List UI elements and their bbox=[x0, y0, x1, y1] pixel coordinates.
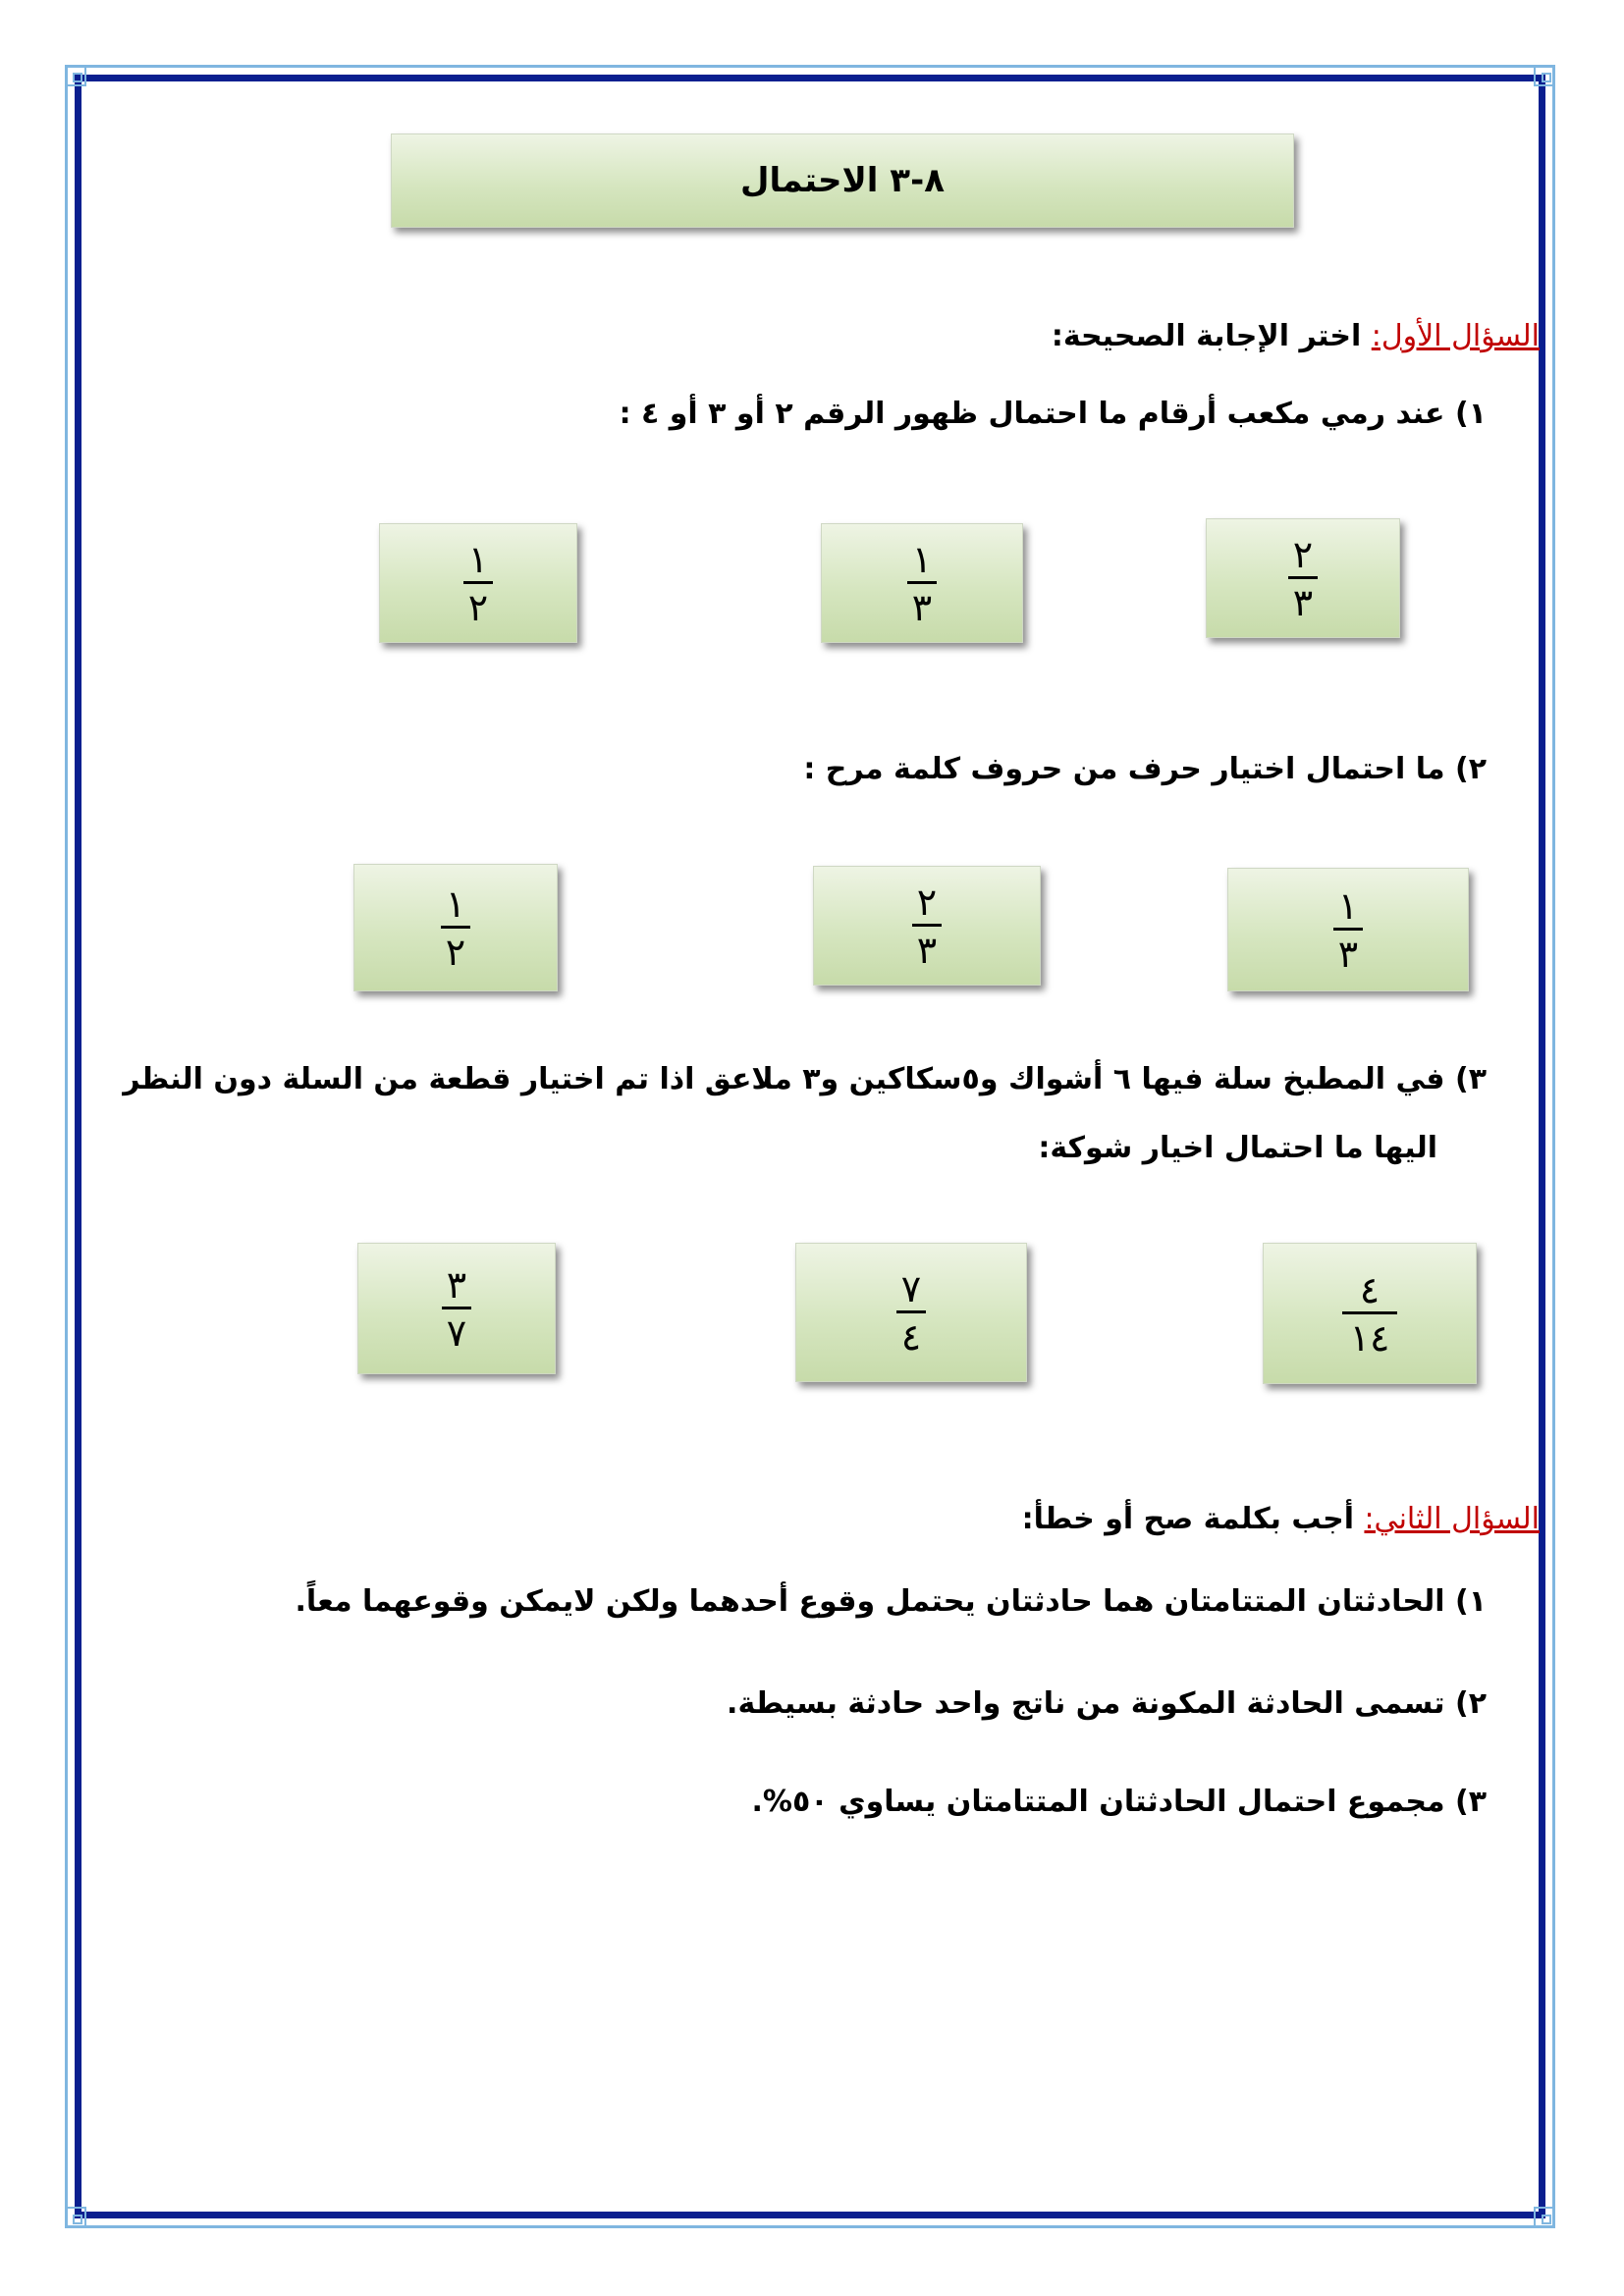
answer-option[interactable] bbox=[357, 1243, 556, 1374]
fraction-bar bbox=[1342, 1311, 1397, 1314]
corner-ornament bbox=[1534, 2207, 1555, 2228]
q1-label: السؤال الأول: bbox=[1371, 319, 1540, 353]
fraction-bar bbox=[912, 924, 942, 927]
answer-option[interactable] bbox=[379, 523, 577, 643]
title-box bbox=[391, 133, 1294, 228]
fraction-numerator: ٢ bbox=[916, 880, 938, 924]
fraction-numerator: ١ bbox=[467, 537, 489, 581]
q2-heading bbox=[1022, 1502, 1540, 1536]
fraction-bar bbox=[1333, 928, 1363, 931]
fraction-denominator: ٢ bbox=[445, 930, 466, 974]
fraction-numerator: ٢ bbox=[1292, 532, 1314, 576]
fraction-denominator: ١٤ bbox=[1349, 1315, 1390, 1360]
q2-instruction: أجب بكلمة صح أو خطأ: bbox=[1021, 1502, 1365, 1536]
q1-instruction: اختر الإجابة الصحيحة: bbox=[1051, 319, 1372, 353]
corner-ornament bbox=[65, 2207, 86, 2228]
fraction-numerator: ١ bbox=[445, 881, 466, 926]
fraction-numerator: ٤ bbox=[1359, 1267, 1380, 1311]
page-title: ٨-٣ الاحتمال bbox=[740, 161, 945, 200]
fraction-denominator: ٤ bbox=[900, 1314, 922, 1359]
answer-option[interactable] bbox=[1227, 868, 1469, 991]
fraction-bar bbox=[896, 1310, 926, 1313]
q2-label: السؤال الثاني: bbox=[1364, 1502, 1540, 1536]
fraction-numerator: ٣ bbox=[446, 1262, 467, 1307]
answer-option[interactable] bbox=[813, 866, 1041, 986]
fraction-bar bbox=[1288, 576, 1318, 579]
q1-item-2-text: ٢) ما احتمال اختيار حرف من حروف كلمة مرح : bbox=[803, 752, 1487, 786]
answer-option[interactable] bbox=[1206, 518, 1400, 638]
q1-heading bbox=[1052, 319, 1540, 353]
q1-item-1-text: ١) عند رمي مكعب أرقام ما احتمال ظهور الرقم ٢ أو ٣ أو ٤ : bbox=[619, 397, 1487, 431]
fraction-denominator: ٧ bbox=[446, 1310, 467, 1355]
fraction-bar bbox=[441, 926, 470, 929]
fraction-numerator: ٧ bbox=[900, 1266, 922, 1310]
fraction-numerator: ١ bbox=[911, 537, 933, 581]
q2-item-2: ٢) تسمى الحادثة المكونة من ناتج واحد حادثة بسيطة. bbox=[727, 1686, 1487, 1721]
fraction-denominator: ٣ bbox=[911, 585, 933, 629]
fraction-denominator: ٣ bbox=[1292, 580, 1314, 624]
q1-item-3-text-line1: ٣) في المطبخ سلة فيها ٦ أشواك و٥سكاكين و٣ ملاعق اذا تم اختيار قطعة من السلة دون النظر bbox=[123, 1062, 1487, 1096]
fraction-denominator: ٣ bbox=[916, 928, 938, 972]
q1-item-3-text-line2: اليها ما احتمال اخيار شوكة: bbox=[1038, 1131, 1437, 1165]
q2-item-3: ٣) مجموع احتمال الحادثتان المتتامتان يساوي ٥٠%. bbox=[751, 1785, 1487, 1819]
fraction-numerator: ١ bbox=[1337, 883, 1359, 928]
fraction-bar bbox=[463, 581, 493, 584]
answer-option[interactable] bbox=[821, 523, 1023, 643]
fraction-bar bbox=[907, 581, 937, 584]
corner-ornament bbox=[1534, 65, 1555, 86]
fraction-denominator: ٣ bbox=[1337, 932, 1359, 976]
answer-option[interactable] bbox=[353, 864, 558, 991]
corner-ornament bbox=[65, 65, 86, 86]
fraction-bar bbox=[442, 1307, 471, 1309]
fraction-denominator: ٢ bbox=[467, 585, 489, 629]
answer-option[interactable] bbox=[795, 1243, 1027, 1382]
answer-option[interactable] bbox=[1263, 1243, 1477, 1384]
q2-item-1: ١) الحادثتان المتتامتان هما حادثتان يحتمل وقوع أحدهما ولكن لايمكن وقوعهما معاً. bbox=[295, 1584, 1487, 1619]
